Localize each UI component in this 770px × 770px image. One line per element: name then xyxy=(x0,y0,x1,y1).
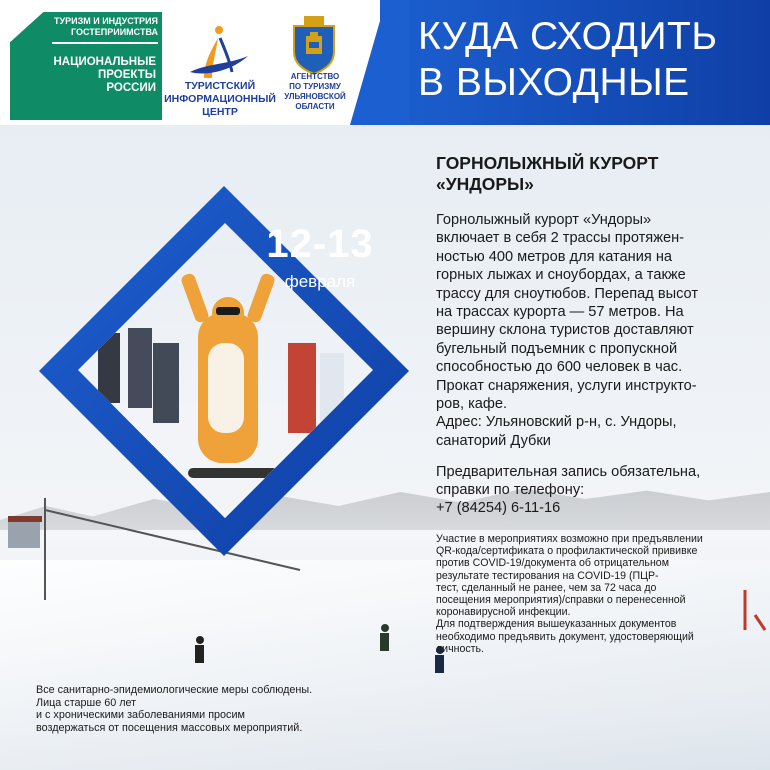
national-projects-logo xyxy=(10,12,162,120)
event-date-month: февраля xyxy=(284,272,356,291)
booking-info: Предварительная запись обязательна, справки по телефону: +7 (84254) 6-11-16 xyxy=(436,464,701,516)
event-date-days: 12-13 xyxy=(266,222,374,266)
sanitary-notice: Все санитарно-эпидемиологические меры соблюдены. Лица старше 60 лет и с хроническими заболеваниями просим воздержаться от посещения массовых мероприятий. xyxy=(36,684,313,734)
np-logo-bottom-text: НАЦИОНАЛЬНЫЕ ПРОЕКТЫ РОССИИ xyxy=(53,56,156,94)
skier-2 xyxy=(380,624,389,651)
tourist-center-label: ТУРИСТСКИЙ ИНФОРМАЦИОННЫЙ ЦЕНТР xyxy=(164,80,276,118)
np-logo-divider xyxy=(52,42,158,44)
covid-notice: Участие в мероприятиях возможно при предъявлении QR-кода/сертификата о профилактической прививке против COVID-19/документа об отрицательном результате тестирования на COVID-19 (ПЦР- тест, сделанный не ранее, чем за 72 часа до посещения мероприятия)/справки о перенесенной коронавирусной инфекции. Для подтверждения вышеуказанных документов необходимо предъявить документ, удостоверяющий личность. xyxy=(436,533,703,655)
agency-label: АГЕНТСТВО ПО ТУРИЗМУ УЛЬЯНОВСКОЙ ОБЛАСТИ xyxy=(284,72,346,111)
header-title-line2: В ВЫХОДНЫЕ xyxy=(418,61,690,104)
skier-1 xyxy=(195,636,204,663)
header-title xyxy=(418,14,717,106)
building xyxy=(8,520,40,548)
phone-number[interactable]: +7 (84254) 6-11-16 xyxy=(436,500,561,516)
event-title: ГОРНОЛЫЖНЫЙ КУРОРТ «УНДОРЫ» xyxy=(436,153,659,194)
header-title-line1: КУДА СХОДИТЬ xyxy=(418,15,718,58)
event-description: Горнолыжный курорт «Ундоры» включает в себя 2 трассы протяжен- ностью 400 метров для катания на горных лыжах и сноубордах, а также трассу для сноутюбов. Перепад высот на трассах курорта — 57 метров. На вершину склона туристов доставляют бугельный подъемник с пропускной способностью до 600 человек в час. Прокат снаряжения, услуги инструкто- ров, кафе. Адрес: Ульяновский р-н, с. Ундоры, санаторий Дубки xyxy=(436,212,699,449)
np-logo-top-text: ТУРИЗМ И ИНДУСТРИЯ ГОСТЕПРИИМСТВА xyxy=(54,16,158,37)
